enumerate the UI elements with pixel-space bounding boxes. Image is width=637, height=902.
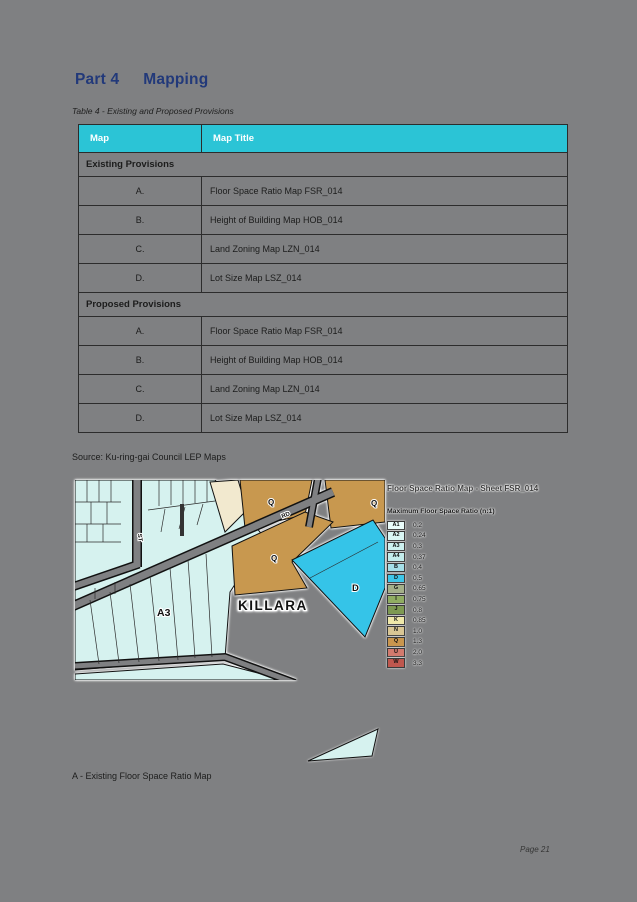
legend-item bbox=[387, 637, 575, 648]
map-letter: D. bbox=[79, 404, 202, 433]
legend-swatch: D bbox=[387, 574, 405, 584]
legend-swatch: B bbox=[387, 563, 405, 573]
map-title-cell: Height of Building Map HOB_014 bbox=[202, 206, 568, 235]
table-row bbox=[79, 375, 568, 404]
table-row bbox=[79, 235, 568, 264]
legend-item bbox=[387, 531, 575, 542]
map-table bbox=[78, 124, 568, 433]
map-letter: C. bbox=[79, 375, 202, 404]
legend-value: 0.24 bbox=[413, 532, 426, 540]
map-legend bbox=[387, 484, 575, 668]
legend-item bbox=[387, 594, 575, 605]
legend-value: 0.85 bbox=[413, 617, 426, 625]
legend-value: 1.3 bbox=[413, 638, 423, 646]
legend-value: 2.0 bbox=[413, 648, 423, 656]
map-label-killara: KILLARA bbox=[238, 598, 308, 613]
map-letter: C. bbox=[79, 235, 202, 264]
section-label-existing: Existing Provisions bbox=[79, 153, 568, 177]
page-title-part: Part 4 bbox=[75, 71, 120, 88]
map-label-rd: RD bbox=[280, 511, 292, 521]
map-title-cell: Land Zoning Map LZN_014 bbox=[202, 235, 568, 264]
legend-item bbox=[387, 626, 575, 637]
legend-value: 0.3 bbox=[413, 542, 423, 550]
map-letter: D. bbox=[79, 264, 202, 293]
table-row bbox=[79, 346, 568, 375]
table-row bbox=[79, 404, 568, 433]
legend-swatch: I bbox=[387, 595, 405, 605]
legend-value: 0.8 bbox=[413, 606, 423, 614]
legend-value: 0.4 bbox=[413, 564, 423, 572]
table-row bbox=[79, 317, 568, 346]
map-triangle-parcel bbox=[306, 725, 382, 765]
legend-swatch: J bbox=[387, 605, 405, 615]
map-label-q-mid: Q bbox=[271, 554, 278, 563]
map-title-cell: Lot Size Map LSZ_014 bbox=[202, 404, 568, 433]
legend-item bbox=[387, 584, 575, 595]
legend-swatch: A1 bbox=[387, 521, 405, 531]
legend-swatch: N bbox=[387, 626, 405, 636]
legend-item bbox=[387, 552, 575, 563]
legend-title: Floor Space Ratio Map - Sheet FSR_014 bbox=[387, 484, 539, 493]
fsr-map-graphic bbox=[75, 480, 385, 680]
map-letter: B. bbox=[79, 206, 202, 235]
table-header-row bbox=[79, 125, 568, 153]
map-label-q-right: Q bbox=[371, 499, 378, 508]
legend-swatch: A2 bbox=[387, 531, 405, 541]
figure-caption: A - Existing Floor Space Ratio Map bbox=[72, 771, 212, 781]
table-caption: Table 4 - Existing and Proposed Provisions bbox=[72, 106, 234, 116]
map-title-cell: Land Zoning Map LZN_014 bbox=[202, 375, 568, 404]
legend-item bbox=[387, 562, 575, 573]
map-title-cell: Height of Building Map HOB_014 bbox=[202, 346, 568, 375]
legend-value: 0.75 bbox=[413, 595, 426, 603]
legend-subtitle: Maximum Floor Space Ratio (n:1) bbox=[387, 508, 495, 515]
source-note: Source: Ku-ring-gai Council LEP Maps bbox=[72, 452, 226, 462]
map-letter: B. bbox=[79, 346, 202, 375]
page-title-name: Mapping bbox=[143, 71, 209, 88]
map-title-cell: Floor Space Ratio Map FSR_014 bbox=[202, 317, 568, 346]
table-row bbox=[79, 177, 568, 206]
section-label-proposed: Proposed Provisions bbox=[79, 293, 568, 317]
map-label-q-top: Q bbox=[268, 498, 275, 507]
legend-swatch: G bbox=[387, 584, 405, 594]
legend-swatch: U bbox=[387, 648, 405, 658]
map-label-d: D bbox=[352, 583, 359, 594]
legend-value: 0.37 bbox=[413, 553, 426, 561]
legend-swatch: W bbox=[387, 658, 405, 668]
column-header-map-title: Map Title bbox=[202, 125, 568, 153]
legend-rows bbox=[387, 520, 575, 668]
page-number: Page 21 bbox=[520, 845, 550, 854]
map-letter: A. bbox=[79, 317, 202, 346]
column-header-map: Map bbox=[79, 125, 202, 153]
legend-item bbox=[387, 658, 575, 669]
map-title-cell: Floor Space Ratio Map FSR_014 bbox=[202, 177, 568, 206]
legend-item bbox=[387, 573, 575, 584]
map-label-a3: A3 bbox=[157, 607, 171, 619]
legend-value: 0.2 bbox=[413, 521, 423, 529]
map-letter: A. bbox=[79, 177, 202, 206]
section-row bbox=[79, 293, 568, 317]
legend-swatch: K bbox=[387, 616, 405, 626]
legend-value: 3.3 bbox=[413, 659, 423, 667]
legend-item bbox=[387, 647, 575, 658]
legend-item bbox=[387, 605, 575, 616]
table-row bbox=[79, 264, 568, 293]
legend-swatch: A4 bbox=[387, 552, 405, 562]
table-row bbox=[79, 206, 568, 235]
section-row bbox=[79, 153, 568, 177]
legend-swatch: A3 bbox=[387, 542, 405, 552]
legend-item bbox=[387, 541, 575, 552]
legend-item bbox=[387, 615, 575, 626]
legend-value: 0.65 bbox=[413, 585, 426, 593]
legend-value: 0.5 bbox=[413, 574, 423, 582]
map-title-cell: Lot Size Map LSZ_014 bbox=[202, 264, 568, 293]
map-label-st: ST bbox=[135, 533, 143, 542]
legend-swatch: Q bbox=[387, 637, 405, 647]
page-title bbox=[75, 71, 208, 89]
legend-item bbox=[387, 520, 575, 531]
legend-value: 1.0 bbox=[413, 627, 423, 635]
